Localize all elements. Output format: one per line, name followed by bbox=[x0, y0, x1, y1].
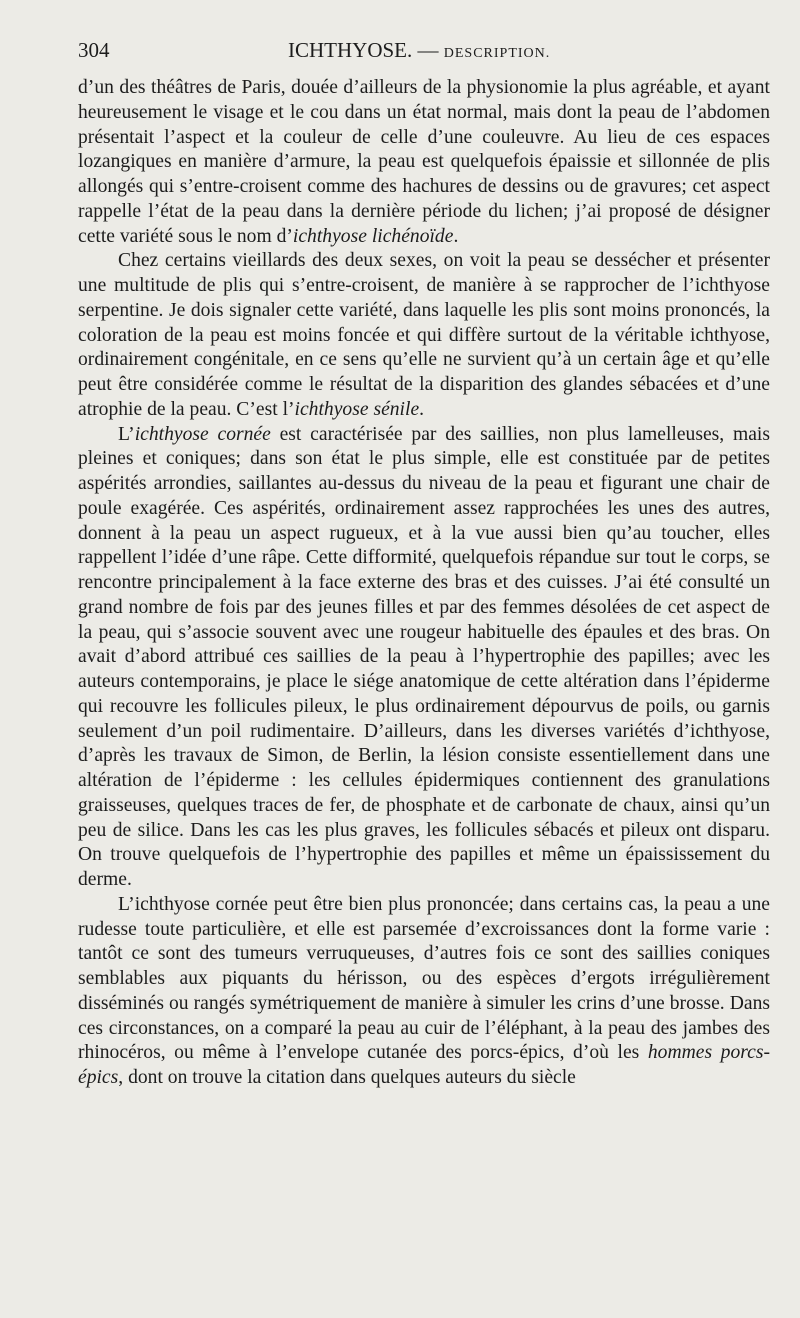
text-run: L’ bbox=[118, 423, 135, 445]
paragraph bbox=[78, 249, 770, 422]
italic-term: hommes porcs-épics bbox=[78, 1042, 770, 1088]
text-run: . bbox=[453, 225, 459, 247]
text-run: L’ichthyose cornée peut être bien plus prononcée; dans certains cas, la peau a une rudesse toute particulière, et elle est parsemée d’excroissances dont la forme varie : tantôt ce sont des tumeurs verruqueuses, d’autres fois ce sont des saillies coniques semblables aux piquants du hérisson, ou des espèces d’ergots irrégulièrement disséminés ou rangés symétriquement de manière à simuler les crins d’une brosse. Dans ces circonstances, on a comparé la peau au cuir de l’éléphant, à la peau des jambes des rhinocéros, ou même à l’envelope cutanée des porcs-épics, d’où les bbox=[78, 893, 770, 1064]
running-header bbox=[78, 38, 770, 68]
paragraph bbox=[78, 76, 770, 249]
text-run: . bbox=[419, 398, 425, 420]
body-text bbox=[78, 76, 770, 1091]
text-run: d’un des théâtres de Paris, douée d’ailleurs de la physionomie la plus agréable, et ayant heureusement le visage et le cou dans un état normal, mais dont la peau de l’abdomen présentait l’aspect et la couleur de celle d’une couleuvre. Au lieu de ces espaces lozangiques en manière d’armure, la peau est quelquefois épaissie et sillonnée de plis allongés qui s’entre-croisent comme des hachures de dessins ou de gravures; cet aspect rappelle l’état de la peau dans la dernière période du lichen; j’ai proposé de désigner cette variété sous le nom d’ bbox=[78, 77, 770, 247]
text-run: Chez certains vieillards des deux sexes, on voit la peau se dessécher et présenter une multitude de plis qui s’entre-croisent, de manière à se rapprocher de l’ichthyose serpentine. Je dois signaler cette variété, dans laquelle les plis sont moins prononcés, la coloration de la peau est moins foncée et qui diffère surtout de la véritable ichthyose, ordinairement congénitale, en ce sens qu’elle ne survient qu’à un certain âge et qu’elle peut être considérée comme le résultat de la disparition des glandes sébacées et d’une atrophie de la peau. C’est l’ bbox=[78, 250, 770, 420]
paragraph bbox=[78, 423, 770, 893]
title-dash: — bbox=[412, 38, 444, 62]
italic-term: ichthyose lichénoïde bbox=[292, 225, 454, 247]
text-run: , dont on trouve la citation dans quelques auteurs du siècle bbox=[118, 1067, 576, 1088]
text-run: est caractérisée par des saillies, non plus lamelleuses, mais pleines et coniques; dans son état le plus simple, elle est constituée par de petites aspérités arrondies, saillantes au-dessus du niveau de la peau et figurant une chair de poule exagérée. Ces aspérités, ordinairement assez rapprochées les unes des autres, donnent à la peau un aspect rugueux, et à la vue aussi bien qu’au toucher, elles rappellent l’idée d’une râpe. Cette difformité, quelquefois répandue sur tout le corps, se rencontre principalement à la face externe des bras et des cuisses. J’ai été consulté un grand nombre de fois par des jeunes filles et par des femmes désolées de cet aspect de la peau, qui s’associe souvent avec une rougeur habituelle des épaules et des bras. On avait d’abord attribué ces saillies de la peau à l’hypertrophie des papilles; avec les auteurs contemporains, je place le siége anatomique de cette altération dans l’épiderme qui recouvre les follicules pileux, le plus ordinairement dépourvus de poils, ou garnis seulement d’un poil rudimentaire. D’ailleurs, dans les diverses variétés d’ichthyose, d’après les travaux de Simon, de Berlin, la lésion consiste essentiellement dans une altération de l’épiderme : les cellules épidermiques contiennent des granulations graisseuses, quelques traces de fer, de phosphate et de carbonate de chaux, ainsi qu’un peu de silice. Dans les cas les plus graves, les follicules sébacés et pileux ont disparu. On trouve quelquefois de l’hypertrophie des papilles et même un épaississement du derme. bbox=[78, 423, 771, 890]
running-title bbox=[288, 38, 550, 63]
italic-term: ichthyose cornée bbox=[134, 423, 271, 445]
paragraph bbox=[78, 893, 770, 1091]
section-title: DESCRIPTION. bbox=[443, 46, 551, 61]
chapter-title: ICHTHYOSE. bbox=[288, 38, 413, 62]
italic-term: ichthyose sénile bbox=[294, 398, 420, 420]
page-number: 304 bbox=[78, 38, 110, 62]
